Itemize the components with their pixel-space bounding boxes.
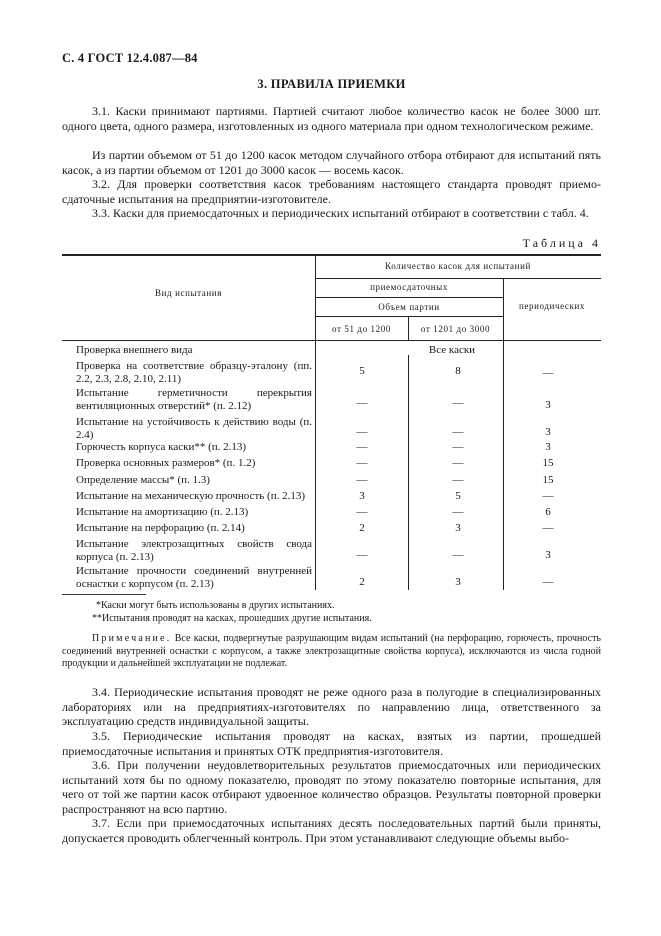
paragraph-3-7: 3.7. Если при приемосдаточных испытаниях десять последовательных партий были приняты, допускается проводить облегченный контроль. При этом устанавливают следующие объемы выбо- (62, 816, 601, 845)
value-lot-large: — (452, 426, 464, 438)
value-lot-large: — (452, 549, 464, 561)
footnote-rule (62, 594, 146, 595)
test-name: Проверка внешнего вида (76, 344, 193, 356)
header-periodic: периодических (519, 301, 585, 311)
paragraph-3-5: 3.5. Периодические испытания проводят на касках, взятых из партии, прошедшей приемосдаточные испытания и принятых ОТК предприятия-изготовителя. (62, 729, 601, 758)
value-periodic: 3 (545, 399, 551, 411)
table-top-rule (62, 254, 601, 256)
test-name: Испытание на механическую прочность (п. 2.13) (76, 490, 306, 502)
value-periodic: — (542, 367, 554, 379)
value-lot-large: 5 (455, 490, 461, 502)
value-lot-small: — (356, 441, 368, 453)
header-rule (315, 297, 503, 298)
value-periodic: 15 (542, 474, 554, 486)
header-lot-volume: Объем партии (378, 302, 440, 312)
value-lot-small: 2 (359, 522, 365, 534)
header-count: Количество касок для испытаний (385, 261, 531, 271)
test-name: Определение массы* (п. 1.3) (76, 474, 210, 486)
value-periodic: 15 (542, 457, 554, 469)
header-lot-small: от 51 до 1200 (332, 324, 391, 334)
value-lot-small: 2 (359, 576, 365, 588)
value-lot-small: 5 (359, 365, 365, 377)
header-rule (315, 316, 503, 317)
header-lot-large: от 1201 до 3000 (420, 324, 491, 334)
value-lot-large: — (452, 397, 464, 409)
footnote-1: *Каски могут быть использованы в других испытаниях. (96, 600, 335, 611)
value-lot-large: 8 (455, 365, 461, 377)
header-test-type: Вид испытания (155, 288, 222, 298)
value-periodic: — (542, 490, 554, 502)
test-name: Испытание электрозащитных свойств свода корпуса (п. 2.13) (76, 538, 312, 563)
table-caption: Таблица 4 (522, 236, 601, 250)
paragraph-3-1: 3.1. Каски принимают партиями. Партией считают любое количество касок не более 3000 шт. одного цвета, одного размера, изготовленных из одного материала при одном технологическом режиме. (62, 104, 601, 133)
value-lot-small: — (356, 397, 368, 409)
value-periodic: — (542, 522, 554, 534)
body-divider (408, 355, 409, 590)
note-label: Примечание. (92, 633, 172, 644)
paragraph-3-3: 3.3. Каски для приемосдаточных и периодических испытаний отбирают в соответствии с табл. 4. (92, 206, 589, 220)
paragraph-3-1-lot: Из партии объемом от 51 до 1200 касок методом случайного отбора отбирают для испытаний пять касок, а из партии объемом от 1201 до 3000 касок — восемь касок. (62, 148, 601, 177)
value-periodic: 3 (545, 426, 551, 438)
value-lot-small: — (356, 549, 368, 561)
test-name: Испытание герметичности перекрытия вентиляционных отверстий* (п. 2.12) (76, 387, 312, 412)
test-name: Испытание на перфорацию (п. 2.14) (76, 522, 245, 534)
value-lot-large: 3 (455, 522, 461, 534)
header-rule (315, 278, 601, 279)
value-lot-small: — (356, 457, 368, 469)
body-divider (503, 340, 504, 590)
value-periodic: 3 (545, 549, 551, 561)
paragraph-3-4: 3.4. Периодические испытания проводят не реже одного раза в полугодие в специализированных лабораториях или на предприятиях-изготовителях по направлению лица, ответственного за эксплуатацию средств индивидуальной защиты. (62, 685, 601, 728)
value-lot-small: — (356, 426, 368, 438)
value-lot-small: — (356, 506, 368, 518)
value-lot-large: 3 (455, 576, 461, 588)
value-lot-large: — (452, 506, 464, 518)
value-lot-large: — (452, 441, 464, 453)
paragraph-3-2: 3.2. Для проверки соответствия касок требованиям настоящего стандарта проводят приемо-сдаточные испытания на предприятии-изготовителе. (62, 177, 601, 206)
section-title: 3. ПРАВИЛА ПРИЕМКИ (257, 77, 406, 91)
page-header: С. 4 ГОСТ 12.4.087—84 (62, 51, 198, 65)
value-lot-large: — (452, 474, 464, 486)
value-periodic: 3 (545, 441, 551, 453)
test-name: Испытание прочности соединений внутренней оснастки с корпусом (п. 2.13) (76, 565, 312, 590)
value-periodic: — (542, 576, 554, 588)
table-note (62, 633, 601, 671)
header-bottom-rule (62, 340, 601, 341)
test-name: Горючесть корпуса каски** (п. 2.13) (76, 441, 247, 453)
test-name: Проверка основных размеров* (п. 1.2) (76, 457, 256, 469)
value-lot-small: — (356, 474, 368, 486)
test-name: Испытание на устойчивость к действию воды (п. 2.4) (76, 416, 312, 441)
test-name: Проверка на соответствие образцу-эталону (пп. 2.2, 2.3, 2.8, 2.10, 2.11) (76, 360, 312, 385)
value-lot-small: 3 (359, 490, 365, 502)
footnote-2: **Испытания проводят на касках, прошедших другие испытания. (92, 613, 372, 624)
note-text: Все каски, подвергнутые разрушающим видам испытаний (на перфорацию, горючесть, прочность соединений внутренней оснастки с корпусом, а также электрозащитные свойства корпуса), исключаются из числа годной продукции и дальнейшей эксплуатации не подлежат. (62, 633, 601, 669)
body-divider (315, 340, 316, 590)
header-acceptance: приемосдаточных (370, 282, 448, 292)
all-helmets-label: Все каски (428, 344, 476, 356)
value-lot-large: — (452, 457, 464, 469)
paragraph-3-6: 3.6. При получении неудовлетворительных результатов приемосдаточных или периодических испытаний хотя бы по одному показателю, проводят по этому показателю повторные испытания, для чего от той же партии касок отбирают удвоенное количество образцов. Результаты повторной проверки распространяют на всю партию. (62, 758, 601, 816)
test-name: Испытание на амортизацию (п. 2.13) (76, 506, 249, 518)
value-periodic: 6 (545, 506, 551, 518)
